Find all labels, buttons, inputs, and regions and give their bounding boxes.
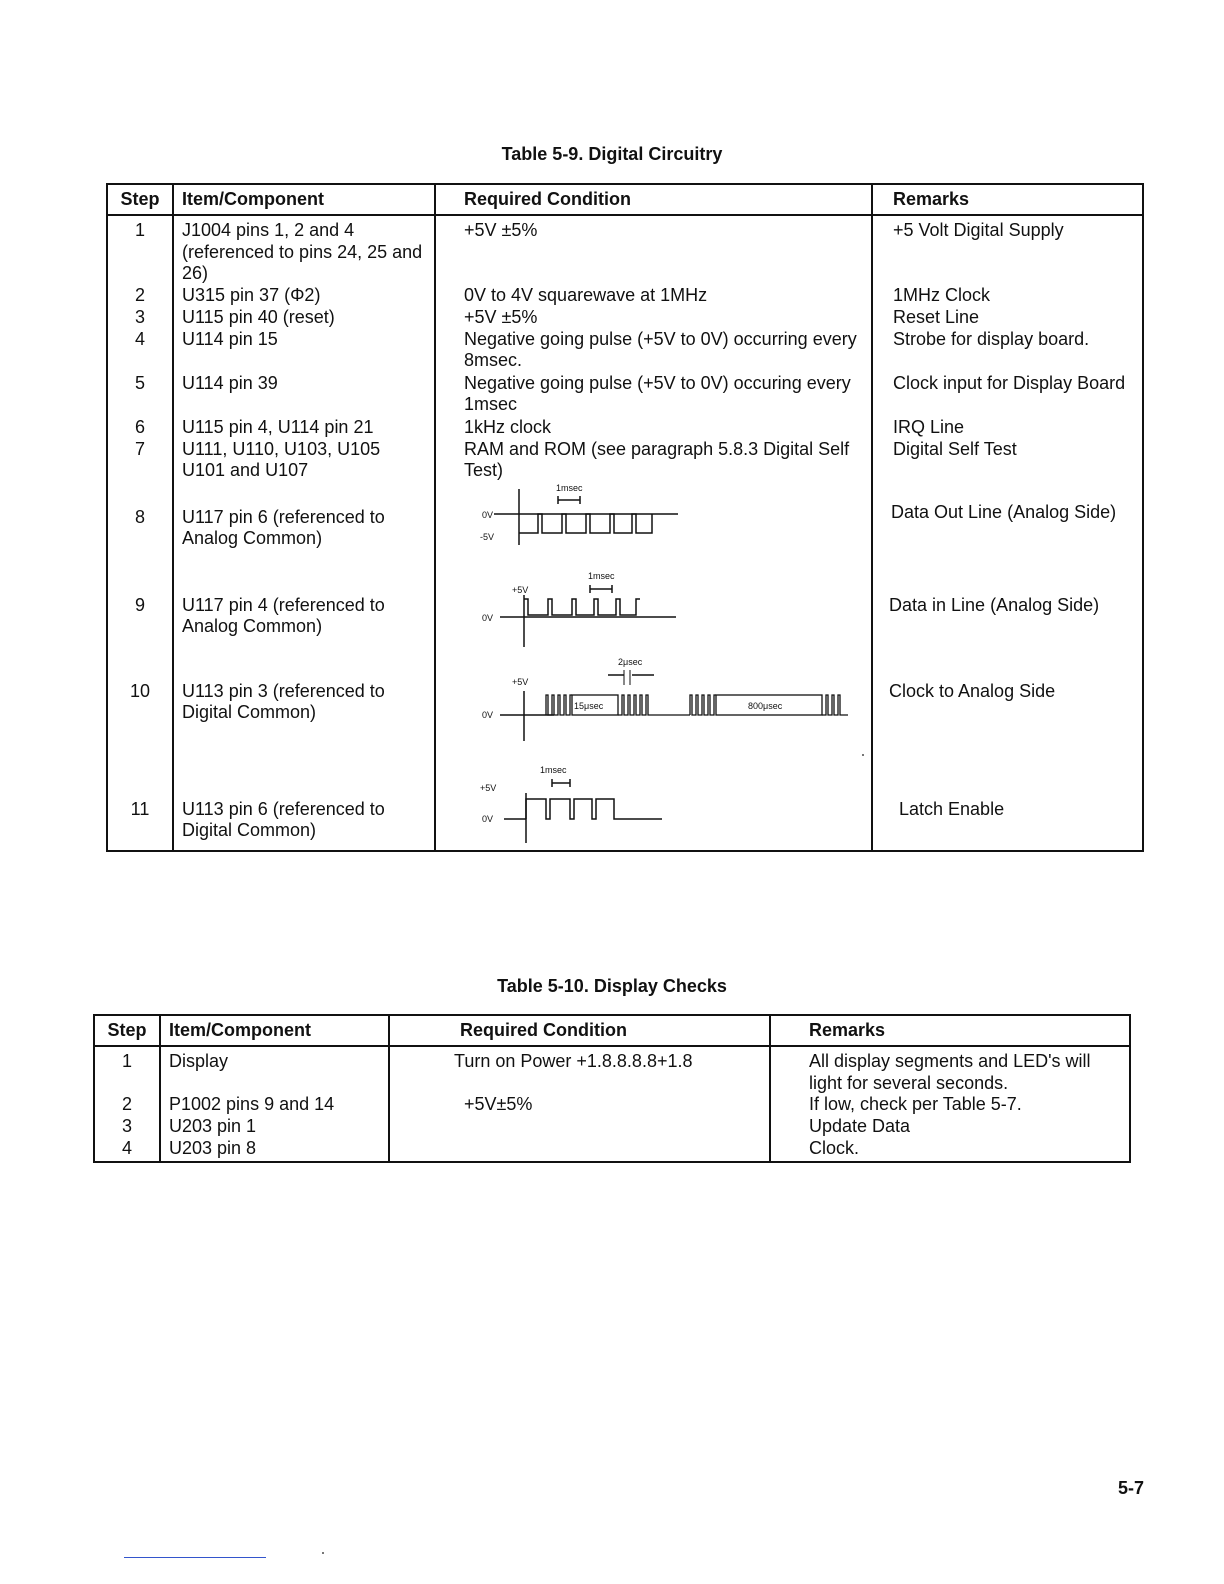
- row-remarks: 1MHz Clock: [872, 285, 1143, 307]
- table-row: [94, 1116, 1130, 1138]
- data-in-waveform: [464, 571, 724, 655]
- header-step: Step: [107, 184, 173, 215]
- table-row: [107, 329, 1143, 373]
- row-condition: Negative going pulse (+5V to 0V) occurring every 8msec.: [435, 329, 872, 373]
- row-step: 6: [107, 417, 173, 439]
- row-step: 7: [107, 439, 173, 483]
- table-row: [107, 657, 1143, 747]
- row-item: J1004 pins 1, 2 and 4 (referenced to pins 24, 25 and 26): [173, 215, 435, 285]
- waveform-level-b: 0V: [482, 813, 494, 824]
- row-item: U114 pin 15: [173, 329, 435, 373]
- row-remarks: Latch Enable: [872, 747, 1143, 851]
- row-condition: Negative going pulse (+5V to 0V) occuring every 1msec: [435, 373, 872, 417]
- row-item: U115 pin 4, U114 pin 21: [173, 417, 435, 439]
- row-remarks: If low, check per Table 5-7.: [770, 1094, 1130, 1116]
- row-remarks: +5 Volt Digital Supply: [872, 215, 1143, 285]
- table-row: [107, 439, 1143, 483]
- table-row: [107, 307, 1143, 329]
- waveform-time-label: 1msec: [540, 764, 567, 775]
- row-item: U315 pin 37 (Φ2): [173, 285, 435, 307]
- row-remarks: Data in Line (Analog Side): [872, 571, 1143, 657]
- row-item: U114 pin 39: [173, 373, 435, 417]
- row-condition: [435, 571, 872, 657]
- scan-speck: [322, 1552, 324, 1554]
- table-5-10-caption: Table 5-10. Display Checks: [497, 976, 727, 996]
- row-remarks: Clock to Analog Side: [872, 657, 1143, 747]
- row-step: 5: [107, 373, 173, 417]
- row-item: U115 pin 40 (reset): [173, 307, 435, 329]
- row-remarks: All display segments and LED's will light for several seconds.: [770, 1046, 1130, 1094]
- row-step: 3: [94, 1116, 160, 1138]
- row-condition: +5V ±5%: [435, 307, 872, 329]
- waveform-level-b: 0V: [482, 612, 494, 623]
- table-row: [94, 1138, 1130, 1162]
- table-row: [107, 571, 1143, 657]
- row-step: 2: [94, 1094, 160, 1116]
- waveform-time-label: 1msec: [588, 570, 615, 581]
- page-number: 5-7: [1117, 1478, 1144, 1498]
- data-out-waveform: [464, 483, 724, 569]
- row-step: 4: [107, 329, 173, 373]
- row-item: U203 pin 1: [160, 1116, 389, 1138]
- waveform-time-label: 2μsec: [618, 656, 643, 667]
- row-step: 4: [94, 1138, 160, 1162]
- scan-speck: [862, 754, 864, 756]
- row-step: 1: [107, 215, 173, 285]
- row-item: U117 pin 6 (referenced to Analog Common): [173, 483, 435, 571]
- table-row: [107, 483, 1143, 571]
- footer-rule: [124, 1557, 266, 1558]
- row-condition: 0V to 4V squarewave at 1MHz: [435, 285, 872, 307]
- waveform-interval-label: 800μsec: [748, 700, 783, 711]
- waveform-level-b: 0V: [482, 709, 494, 720]
- digital-circuitry-table: [106, 183, 1144, 852]
- header-item: Item/Component: [160, 1015, 389, 1046]
- waveform-level-a: 0V: [482, 509, 494, 520]
- row-condition: [435, 483, 872, 571]
- row-step: 1: [94, 1046, 160, 1094]
- table-row: [94, 1094, 1130, 1116]
- waveform-level-a: +5V: [512, 584, 529, 595]
- row-step: 9: [107, 571, 173, 657]
- row-item: U203 pin 8: [160, 1138, 389, 1162]
- table-row: [107, 215, 1143, 285]
- row-condition: [435, 747, 872, 851]
- row-item: Display: [160, 1046, 389, 1094]
- row-condition: [389, 1116, 770, 1138]
- latch-enable-waveform: [464, 747, 724, 847]
- row-remarks: Data Out Line (Analog Side): [872, 483, 1143, 571]
- header-remarks: Remarks: [872, 184, 1143, 215]
- row-item: U111, U110, U103, U105 U101 and U107: [173, 439, 435, 483]
- table-row: [107, 417, 1143, 439]
- waveform-level-a: +5V: [480, 782, 497, 793]
- header-item: Item/Component: [173, 184, 435, 215]
- row-step: 10: [107, 657, 173, 747]
- header-remarks: Remarks: [770, 1015, 1130, 1046]
- row-condition: Turn on Power +1.8.8.8.8+1.8: [389, 1046, 770, 1094]
- row-remarks: Reset Line: [872, 307, 1143, 329]
- row-step: 11: [107, 747, 173, 851]
- table-header-row: [107, 184, 1143, 215]
- table-5-9-caption: Table 5-9. Digital Circuitry: [501, 144, 723, 164]
- row-item: P1002 pins 9 and 14: [160, 1094, 389, 1116]
- row-item: U117 pin 4 (referenced to Analog Common): [173, 571, 435, 657]
- row-condition: +5V ±5%: [435, 215, 872, 285]
- row-remarks: IRQ Line: [872, 417, 1143, 439]
- row-condition: [389, 1138, 770, 1162]
- header-condition: Required Condition: [389, 1015, 770, 1046]
- row-remarks: Clock.: [770, 1138, 1130, 1162]
- row-item: U113 pin 6 (referenced to Digital Common): [173, 747, 435, 851]
- row-item: U113 pin 3 (referenced to Digital Common): [173, 657, 435, 747]
- table-row: [94, 1046, 1130, 1094]
- row-condition: +5V±5%: [389, 1094, 770, 1116]
- header-step: Step: [94, 1015, 160, 1046]
- display-checks-table: [93, 1014, 1131, 1163]
- row-condition: 1kHz clock: [435, 417, 872, 439]
- table-row: [107, 373, 1143, 417]
- row-step: 3: [107, 307, 173, 329]
- row-condition: RAM and ROM (see paragraph 5.8.3 Digital Self Test): [435, 439, 872, 483]
- table-row: [107, 285, 1143, 307]
- row-remarks: Clock input for Display Board: [872, 373, 1143, 417]
- row-step: 2: [107, 285, 173, 307]
- table-header-row: [94, 1015, 1130, 1046]
- row-remarks: Update Data: [770, 1116, 1130, 1138]
- header-condition: Required Condition: [435, 184, 872, 215]
- waveform-level-b: -5V: [480, 531, 495, 542]
- row-step: 8: [107, 483, 173, 571]
- row-remarks: Strobe for display board.: [872, 329, 1143, 373]
- table-row: [107, 747, 1143, 851]
- waveform-interval-label: 15μsec: [574, 700, 604, 711]
- analog-clock-waveform: [464, 657, 864, 745]
- row-remarks: Digital Self Test: [872, 439, 1143, 483]
- waveform-level-a: +5V: [512, 676, 529, 687]
- row-condition: [435, 657, 872, 747]
- waveform-time-label: 1msec: [556, 482, 583, 493]
